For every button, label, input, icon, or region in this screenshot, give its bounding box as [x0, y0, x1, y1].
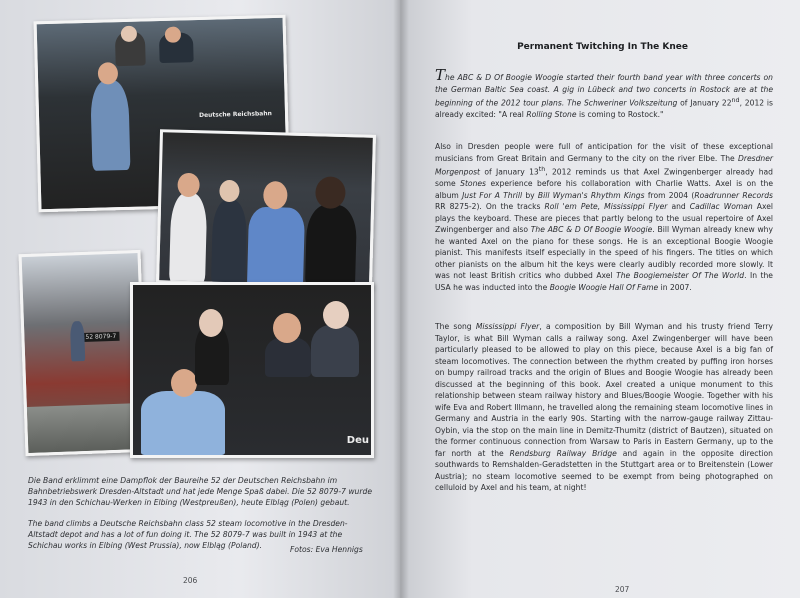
- person-head: [219, 180, 240, 203]
- paragraph-3: The song Mississippi Flyer, a composition by Bill Wyman and his trusty friend Terry Taylor, is what Bill Wyman calls a railway song. Axel Zwingenberger will have been particularly pleased to be allowed to play on this piece, because Axel is a big fan of steam locomotives. The connection between the rhythm created by puffing iron horses on bumpy railroad tracks and the origin of Blues and Boogie Woogie has already been discussed at the beginning of this book. Axel created a unique monument to this relationship between steam railway history and Blues/Boogie Woogie. Together with his wife Eva and Robert Illmann, he travelled along the remaining steam locomotive lines in Germany and Austria in the early 90s. Starting with the narrow-gauge railway Zittau-Oybin, via the stop on the main line in Demitz-Thumitz (district of Bautzen), situated on the former continuous connection from Warsaw to Paris in Eastern Germany, up to the far north at the Rendsburg Railway Bridge and again in the opposite direction southwards to Remshalden-Geradstetten in the Stuttgart area or to Breitenstein (Lower Austria); no steam locomotive seemed to be exempt from being photographed on celluloid by Axel and his team, at night!: [435, 322, 773, 492]
- person-figure: [311, 325, 359, 377]
- person-figure: [70, 321, 85, 361]
- person-figure: [141, 391, 225, 455]
- paragraph-1: The ABC & D Of Boogie Woogie started their fourth band year with three concerts on the German Baltic Sea coast. A gig in Lübeck and two concerts in Rostock are at the beginning of the 2012 tour plans. The Schweriner Volkszeitung of January 22nd, 2012 is already excited: "A real Rolling Stone is coming to Rostock.": [435, 66, 773, 120]
- chapter-title: Permanent Twitching In The Knee: [517, 42, 688, 52]
- person-figure: [169, 193, 207, 284]
- person-figure: [90, 80, 130, 171]
- locomotive-lettering: Deu: [346, 435, 369, 446]
- caption-english: The band climbs a Deutsche Reichsbahn class 52 steam locomotive in the Dresden-Altstadt depot and has a lot of fun doing it. The 52 8079-7 was built in 1943 at the Schichau works in Elbing (West Prussia), now Elbląg (Poland).: [28, 519, 348, 551]
- person-figure: [247, 207, 305, 286]
- person-figure: [265, 337, 311, 377]
- page-number-right: 207: [615, 585, 630, 594]
- person-figure: [305, 204, 357, 287]
- drop-cap: T: [435, 66, 446, 84]
- person-head: [263, 181, 288, 210]
- paragraph-2: Also in Dresden people were full of anticipation for the visit of these exceptional musicians from Great Britain and Germany to the city on the river Elbe. The Dresdner Morgenpost of January 13th, 2012 reminds us that Axel Zwingenberger already had some Stones experience before his collaboration with Charlie Watts. Axel is on the album Just For A Thrill by Bill Wyman's Rhythm Kings from 2004 (Roadrunner Records RR 8275-2). On the tracks Roll 'em Pete, Mississippi Flyer and Cadillac Woman Axel plays the keyboard. These are pieces that partly belong to the usual repertoire of Axel Zwingenberger and also The ABC & D Of Boogie Woogie. Bill Wyman already knew why he wanted Axel on the piano for these songs. He is an exceptional Boogie Woogie pianist. This manifests itself especially in the speed of his fingers. The titles on which other pianists on the album hit the keys were clearly audibly recorded more slowly. It was not least British critics who dubbed Axel The Boogiemeister Of The World. In the USA he was inducted into the Boogie Woogie Hall Of Fame in 2007.: [435, 142, 774, 292]
- book-gutter: [393, 0, 409, 598]
- person-head: [315, 176, 346, 209]
- person-figure: [211, 200, 247, 285]
- person-head: [273, 313, 301, 343]
- person-head: [323, 301, 349, 329]
- caption-german: Die Band erklimmt eine Dampflok der Baureihe 52 der Deutschen Reichsbahn im Bahnbetriebswerk Dresden-Altstadt und hat jede Menge Spaß dabei. Die 52 8079-7 wurde 1943 in den Schichau-Werken in Elbing (Westpreußen), heute Elbląg (Polen) gebaut.: [28, 476, 372, 508]
- locomotive-sign: Deutsche Reichsbahn: [198, 110, 272, 120]
- locomotive-number-plate: 52 8079-7: [82, 332, 119, 342]
- person-head: [171, 369, 197, 397]
- track-bed: [27, 403, 145, 453]
- person-head: [199, 309, 223, 337]
- photo-credit: Fotos: Eva Hennigs: [290, 545, 363, 554]
- photo-locomotive-depot: [19, 250, 148, 456]
- photo-band-in-cab: [156, 129, 376, 289]
- page-number-left: 206: [183, 576, 198, 585]
- photo-band-cab-windows: [130, 282, 374, 458]
